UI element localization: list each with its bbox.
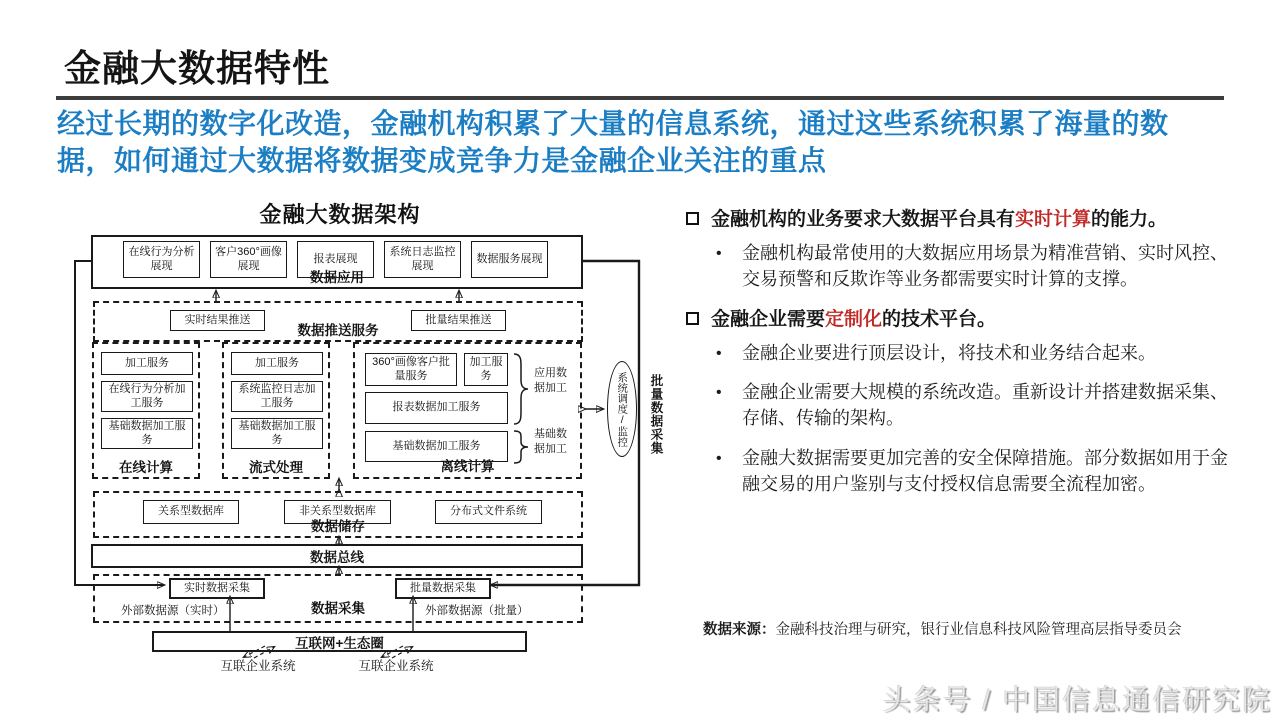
diagram-box-base-data-processing: 基础数据加工服务 — [101, 418, 193, 449]
sub-bullet-text: • 金融企业要进行顶层设计，将技术和业务结合起来。 — [742, 342, 1156, 363]
partner-system-label: 互联企业系统 — [358, 659, 434, 673]
system-scheduler-label: 系统调度/监控 — [616, 371, 629, 447]
diagram-box-base-data-processing: 基础数据加工服务 — [365, 431, 508, 462]
external-source-batch-label: 外部数据源（批量） — [425, 605, 529, 617]
highlight-realtime-compute: 实时计算 — [1015, 209, 1092, 230]
highlight-customized: 定制化 — [825, 308, 883, 330]
diagram-box-online-behavior-processing: 在线行为分析加工服务 — [101, 381, 193, 412]
diagram-box-realtime-result-push: 实时结果推送 — [170, 310, 265, 331]
data-application-label: 数据应用 — [310, 270, 364, 285]
offline-compute-label: 离线计算 — [440, 459, 495, 474]
data-source-note — [703, 620, 1193, 640]
diagram-box-relational-db: 关系型数据库 — [143, 500, 239, 524]
diagram-box-processing-service: 加工服务 — [464, 353, 508, 386]
diagram-box-batch-collection: 批量数据采集 — [395, 578, 491, 599]
batch-collection-channel-label: 批量数据采集 — [649, 374, 663, 455]
diagram-box-360-portrait-batch: 360°画像客户批量服务 — [365, 353, 457, 386]
data-source-text: 金融科技治理与研究，银行业信息科技风险管理高层指导委员会 — [775, 622, 1182, 638]
online-compute-section — [92, 342, 200, 479]
data-bus-bar: 数据总线 — [91, 544, 583, 568]
data-storage-section — [93, 491, 583, 538]
stream-processing-section — [222, 342, 330, 479]
data-push-label: 数据推送服务 — [297, 323, 379, 338]
diagram-box-customer-360-portrait: 客户360°画像展现 — [210, 241, 287, 278]
data-application-section — [91, 235, 583, 289]
diagram-title: 金融大数据架构 — [259, 202, 421, 227]
data-storage-label: 数据储存 — [311, 519, 365, 534]
sub-bullet-text: • 金融机构最常使用的大数据应用场景为精准营销、实时风控、交易预警和反欺诈等业务都需要实时计算的支撑。 — [742, 243, 1228, 289]
title-divider — [56, 96, 1224, 100]
square-bullet-icon — [686, 212, 699, 225]
diagram-box-processing-service: 加工服务 — [101, 352, 193, 375]
diagram-box-report-data-processing: 报表数据加工服务 — [365, 392, 508, 424]
partner-system-label: 互联企业系统 — [220, 659, 296, 673]
diagram-box-data-service-display: 数据服务展现 — [471, 241, 548, 278]
diagram-box-report-display: 报表展现 — [297, 241, 374, 278]
bullet-text: 金融机构的业务要求大数据平台具有 — [711, 209, 1016, 230]
bullet-text: 的技术平台。 — [882, 308, 997, 330]
sub-bullet — [716, 341, 1228, 367]
intro-text: 经过长期的数字化改造，金融机构积累了大量的信息系统，通过这些系统积累了海量的数据，如何通过大数据将数据变成竞争力是金融企业关注的重点 — [57, 108, 1169, 176]
key-points-panel — [686, 207, 1228, 511]
diagram-box-base-data-processing: 基础数据加工服务 — [231, 418, 323, 449]
main-bullet-text — [711, 207, 1167, 232]
diagram-box-online-behavior-display: 在线行为分析展现 — [123, 241, 200, 278]
sub-bullet — [716, 380, 1228, 431]
base-data-processing-label: 基础数据加工 — [534, 428, 567, 455]
square-bullet-icon — [686, 312, 699, 325]
bullet-text: 金融企业需要 — [711, 308, 826, 330]
system-scheduler-ellipse — [607, 361, 637, 457]
diagram-box-syslog-processing: 系统监控日志加工服务 — [231, 381, 323, 412]
stream-processing-label: 流式处理 — [249, 460, 303, 475]
data-collection-section — [93, 574, 583, 623]
watermark: 头条号 / 中国信息通信研究院 — [882, 684, 1272, 715]
brace-app-data — [512, 353, 530, 425]
sub-bullet-text: • 金融大数据需要更加完善的安全保障措施。部分数据如用于金融交易的用户鉴别与支付授权信息需要全流程加密。 — [742, 447, 1228, 494]
data-push-section — [93, 301, 583, 342]
sub-bullet — [716, 446, 1228, 497]
offline-compute-section — [353, 342, 582, 479]
data-source-label: 数据来源： — [703, 622, 776, 638]
diagram-box-non-relational-db: 非关系型数据库 — [284, 500, 391, 524]
diagram-box-distributed-fs: 分布式文件系统 — [435, 500, 542, 524]
sub-bullet-text: • 金融企业需要大规模的系统改造。重新设计并搭建数据采集、存储、传输的架构。 — [742, 382, 1228, 429]
diagram-box-realtime-collection: 实时数据采集 — [169, 578, 265, 599]
architecture-diagram — [35, 198, 683, 688]
diagram-box-syslog-monitor-display: 系统日志监控展现 — [384, 241, 461, 278]
sub-bullet — [716, 241, 1228, 292]
main-bullet-realtime — [686, 207, 1228, 232]
diagram-box-processing-service: 加工服务 — [231, 352, 323, 375]
online-compute-label: 在线计算 — [119, 460, 173, 475]
bullet-text: 的能力。 — [1091, 209, 1168, 230]
data-collection-label: 数据采集 — [311, 601, 365, 616]
page-title: 金融大数据特性 — [64, 48, 330, 89]
app-data-processing-label: 应用数据加工 — [534, 367, 567, 394]
diagram-box-batch-result-push: 批量结果推送 — [411, 310, 506, 331]
main-bullet-customized — [686, 307, 1228, 332]
internet-ecosystem-bar: 互联网+生态圈 — [152, 631, 527, 652]
external-source-realtime-label: 外部数据源（实时） — [121, 605, 225, 617]
main-bullet-text — [711, 307, 996, 332]
